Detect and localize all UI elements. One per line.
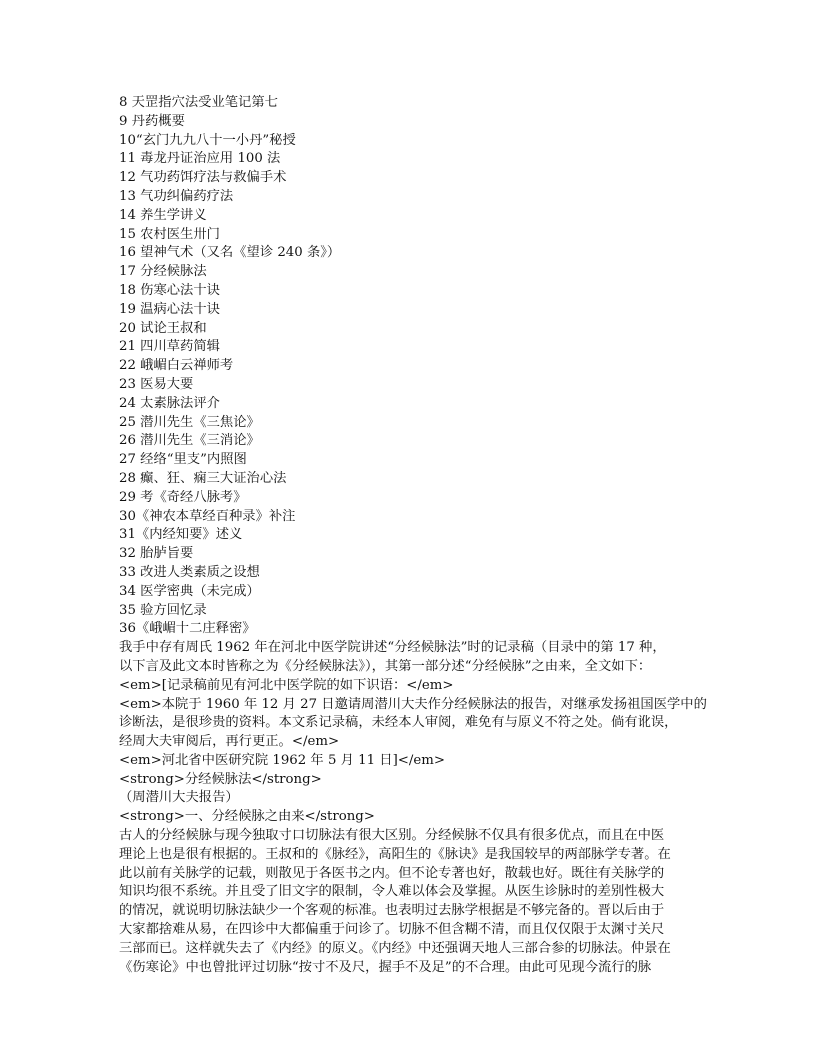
intro-paragraph [119, 639, 721, 677]
toc-item: 20 试论王叔和 [119, 320, 207, 336]
body-line: 知识均很不系统。并且受了旧文字的限制，令人难以体会及掌握。从医生诊脉时的差别性极大 [119, 884, 665, 900]
intro-line: 以下言及此文本时皆称之为《分经候脉法》），其第一部分述“分经候脉”之由来，全文如下： [119, 658, 652, 674]
note-line: <em>河北省中医研究院 1962 年 5 月 11 日]</em> [119, 752, 446, 768]
body-line: 三部而已。这样就失去了《内经》的原义。《内经》中还强调天地人三部合参的切脉法。仲景在 [119, 940, 671, 956]
note-line: 诊断法，是很珍贵的资料。本文系记录稿，未经本人审阅，难免有与原义不符之处。倘有讹误， [119, 715, 678, 731]
toc-item: 11 毒龙丹证治应用 100 法 [119, 151, 281, 167]
toc-item: 10“玄门九九八十一小丹”秘授 [119, 132, 296, 148]
toc-item: 29 考《奇经八脉考》 [119, 489, 247, 505]
document-heading: <strong>分经候脉法</strong> [119, 771, 322, 787]
toc-item: 28 癫、狂、痫三大证治心法 [119, 470, 287, 486]
toc-item: 16 望神气术（又名《望诊 240 条》） [119, 245, 341, 261]
body-line: 古人的分经候脉与现今独取寸口切脉法有很大区别。分经候脉不仅具有很多优点，而且在中医 [119, 828, 665, 844]
toc-item: 25 潜川先生《三焦论》 [119, 414, 260, 430]
toc-item: 23 医易大要 [119, 376, 194, 392]
body-line: 《伤寒论》中也曾批评过切脉“按寸不及尺，握手不及足”的不合理。由此可见现今流行的脉 [119, 959, 652, 975]
toc-item: 26 潜川先生《三消论》 [119, 433, 260, 449]
toc-item: 12 气功药饵疗法与救偏手术 [119, 170, 287, 186]
document-page [119, 94, 721, 977]
intro-line: 我手中存有周氏 1962 年在河北中医学院讲述“分经候脉法”时的记录稿（目录中的第 17 种， [119, 640, 666, 656]
toc-item: 22 峨嵋白云禅师考 [119, 358, 234, 374]
toc-item: 31《内经知要》述义 [119, 527, 243, 543]
body-line: 此以前有关脉学的记载，则散见于各医书之内。但不论专著也好，散载也好。既往有关脉学的 [119, 865, 665, 881]
body-line: 大家都捨难从易，在四诊中大都偏重于问诊了。切脉不但含糊不清，而且仅仅限于太渊寸关尺 [119, 922, 665, 938]
note-line: <em>[记录稿前见有河北中医学院的如下识语：</em> [119, 677, 454, 693]
table-of-contents [119, 94, 721, 639]
toc-item: 34 医学密典（未完成） [119, 583, 260, 599]
institute-note [119, 677, 721, 771]
toc-item: 27 经络“里支”内照图 [119, 452, 247, 468]
toc-item: 21 四川草药简辑 [119, 339, 220, 355]
body-paragraph [119, 827, 721, 977]
toc-item: 36《峨嵋十二庄释密》 [119, 621, 256, 637]
body-line: 理论上也是很有根据的。王叔和的《脉经》，高阳生的《脉诀》是我国较早的两部脉学专著。在 [119, 846, 671, 862]
toc-item: 30《神农本草经百种录》补注 [119, 508, 296, 524]
toc-item: 18 伤寒心法十诀 [119, 282, 220, 298]
note-line: <em>本院于 1960 年 12 月 27 日邀请周潜川大夫作分经候脉法的报告，对继承发扬祖国医学中的 [119, 696, 707, 712]
toc-item: 32 胎胪旨要 [119, 546, 194, 562]
toc-item: 9 丹药概要 [119, 113, 185, 129]
document-subheading: （周潜川大夫报告） [119, 790, 239, 806]
toc-item: 17 分经候脉法 [119, 264, 207, 280]
toc-item: 35 验方回忆录 [119, 602, 207, 618]
note-line: 经周大夫审阅后，再行更正。</em> [119, 734, 340, 750]
toc-item: 13 气功纠偏药疗法 [119, 188, 234, 204]
toc-item: 8 天罡指穴法受业笔记第七 [119, 95, 278, 110]
toc-item: 33 改进人类素质之设想 [119, 564, 260, 580]
section-title: <strong>一、分经候脉之由来</strong> [119, 809, 375, 825]
toc-item: 15 农村医生卅门 [119, 226, 220, 242]
toc-item: 19 温病心法十诀 [119, 301, 220, 317]
toc-item: 24 太素脉法评介 [119, 395, 220, 411]
body-line: 的情况，就说明切脉法缺少一个客观的标准。也表明过去脉学根据是不够完备的。晋以后由于 [119, 903, 665, 919]
toc-item: 14 养生学讲义 [119, 207, 207, 223]
